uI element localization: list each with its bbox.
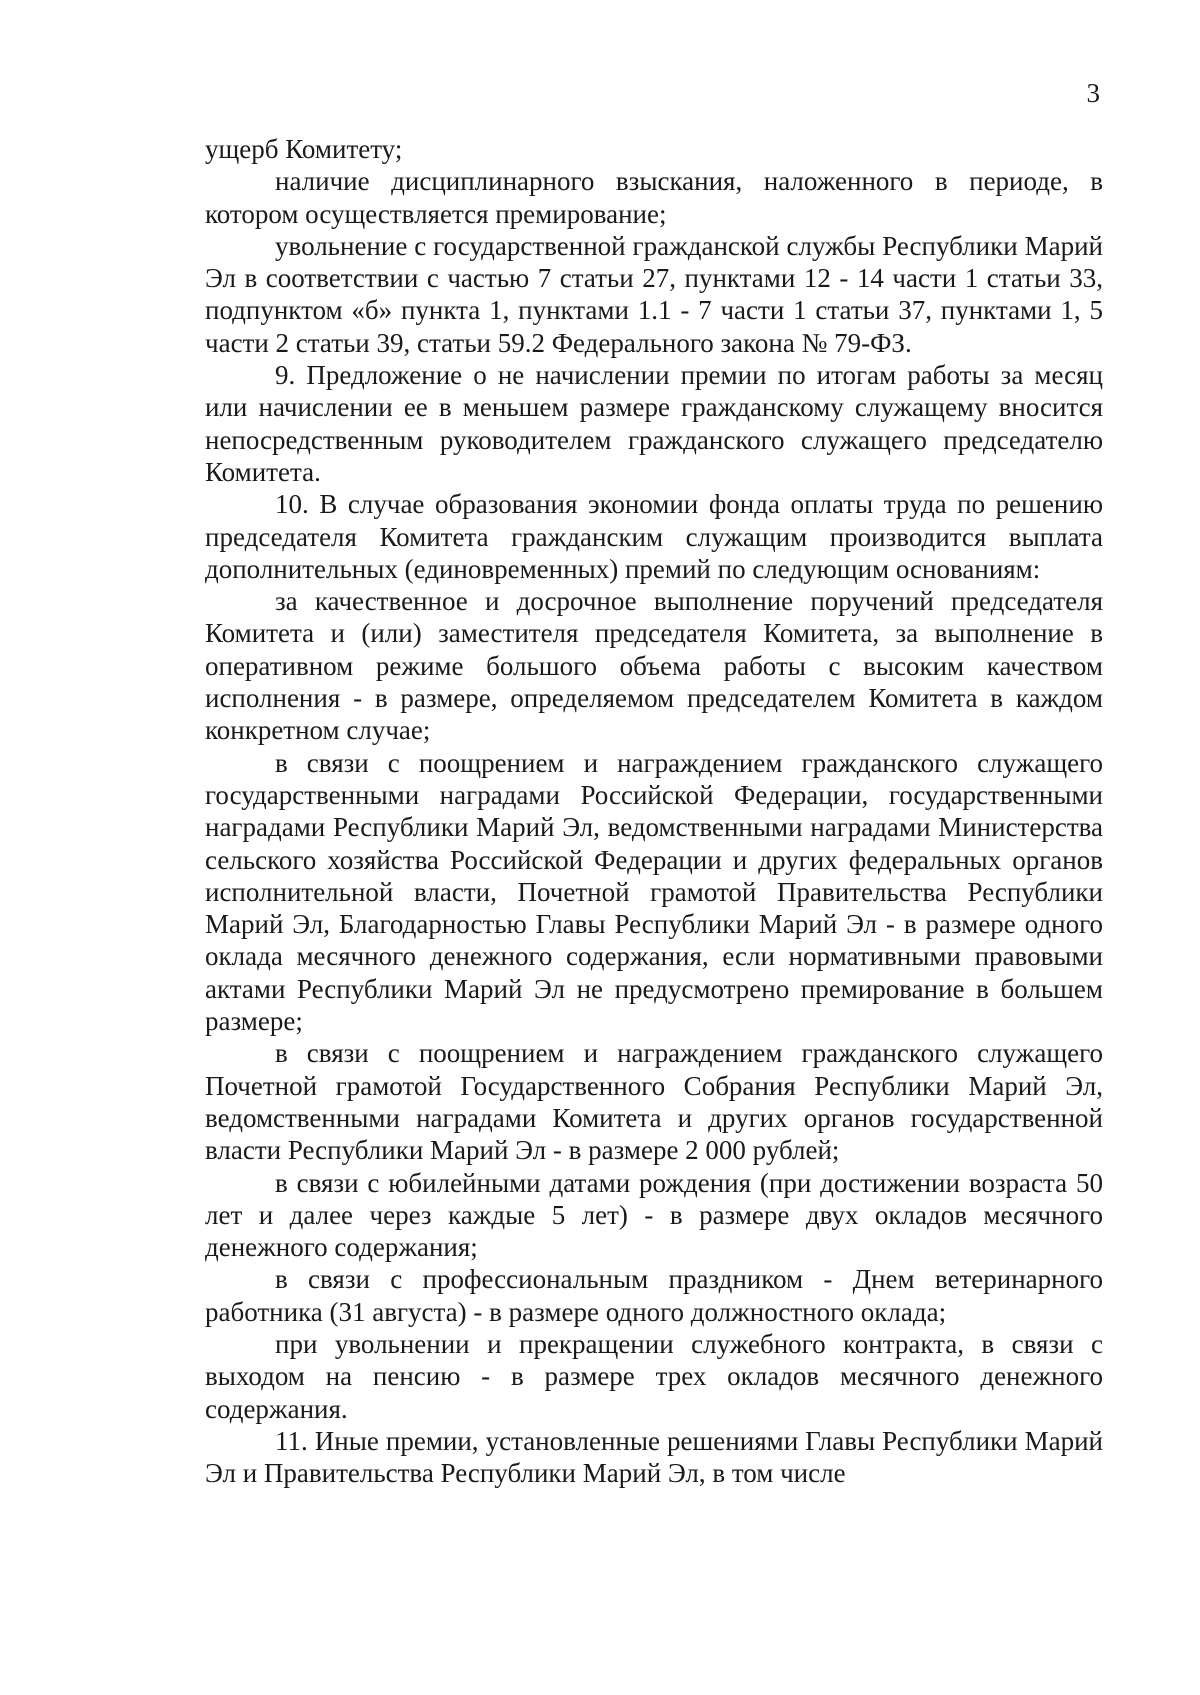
paragraph: в связи с поощрением и награждением гражданского служащего государственными наградами Российской Федерации, государственными наградами Республики Марий Эл, ведомственными наградами Министерства сельского хозяйства Российской Федерации и других федеральных органов исполнительной власти, Почетной грамотой Правительства Республики Марий Эл, Благодарностью Главы Республики Марий Эл - в размере одного оклада месячного денежного содержания, если нормативными правовыми актами Республики Марий Эл не предусмотрено премирование в большем размере; [205,747,1103,1037]
page-number: 3 [1086,78,1100,108]
paragraph: в связи с юбилейными датами рождения (при достижении возраста 50 лет и далее через каждые 5 лет) - в размере двух окладов месячного денежного содержания; [205,1167,1103,1263]
paragraph: 10. В случае образования экономии фонда оплаты труда по решению председателя Комитета гражданским служащим производится выплата дополнительных (единовременных) премий по следующим основаниям: [205,489,1103,584]
document-body [205,133,1103,1489]
paragraph: наличие дисциплинарного взыскания, наложенного в периоде, в котором осуществляется премирование; [205,166,1103,229]
paragraph: в связи с профессиональным праздником - Днем ветеринарного работника (31 августа) - в размере одного должностного оклада; [205,1264,1103,1327]
paragraph: увольнение с государственной гражданской службы Республики Марий Эл в соответствии с частью 7 статьи 27, пунктами 12 - 14 части 1 статьи 33, подпунктом «б» пункта 1, пунктами 1.1 - 7 части 1 статьи 37, пунктами 1, 5 части 2 статьи 39, статьи 59.2 Федерального закона № 79-ФЗ. [205,230,1103,358]
paragraph: ущерб Комитету; [205,134,403,164]
paragraph: в связи с поощрением и награждением гражданского служащего Почетной грамотой Государственного Собрания Республики Марий Эл, ведомственными наградами Комитета и других органов государственной власти Республики Марий Эл - в размере 2 000 рублей; [205,1038,1103,1166]
paragraph: при увольнении и прекращении служебного контракта, в связи с выходом на пенсию - в размере трех окладов месячного денежного содержания. [205,1328,1103,1424]
paragraph: за качественное и досрочное выполнение поручений председателя Комитета и (или) заместителя председателя Комитета, за выполнение в оперативном режиме большого объема работы с высоким качеством исполнения - в размере, определяемом председателем Комитета в каждом конкретном случае; [205,586,1103,746]
paragraph: 11. Иные премии, установленные решениями Главы Республики Марий Эл и Правительства Республики Марий Эл, в том числе [205,1425,1103,1489]
paragraph: 9. Предложение о не начислении премии по итогам работы за месяц или начислении ее в меньшем размере гражданскому служащему вносится непосредственным руководителем гражданского служащего председателю Комитета. [205,360,1103,487]
